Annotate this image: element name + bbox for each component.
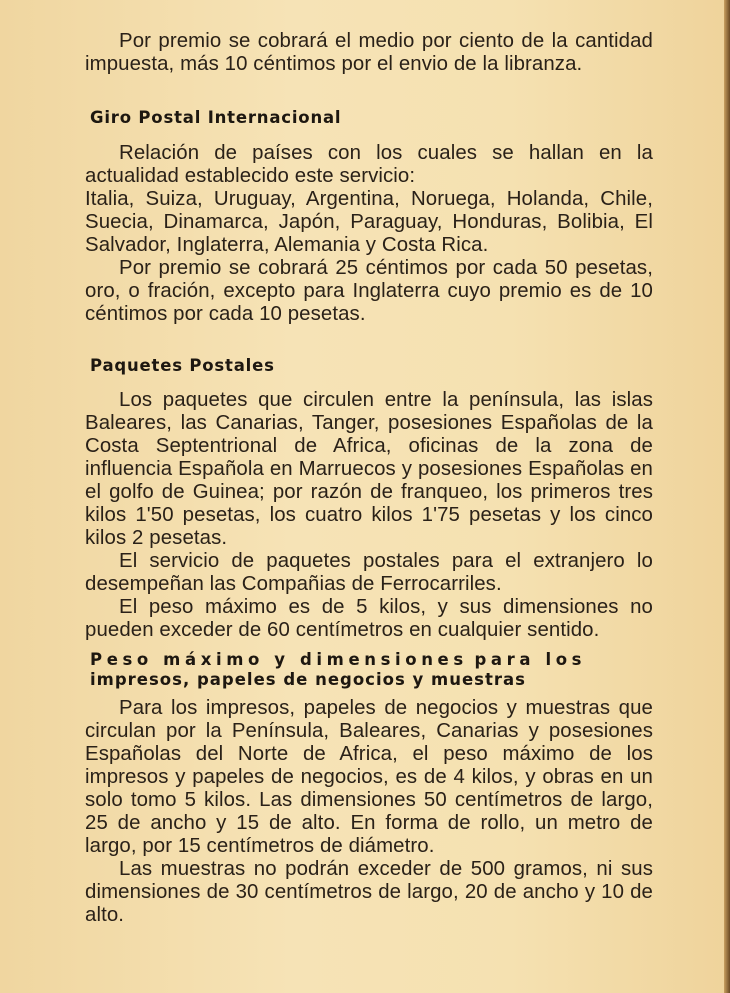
- paragraph: Relación de países con los cuales se hallan en la actualidad establecido este servicio:: [85, 142, 653, 187]
- heading-line-2: impresos, papeles de negocios y muestras: [90, 670, 526, 689]
- page-edge-shadow: [724, 0, 730, 993]
- paragraph: El servicio de paquetes postales para el extranjero lo desempeñan las Compañias de Ferrocarriles.: [85, 550, 653, 595]
- paragraph: Las muestras no podrán exceder de 500 gramos, ni sus dimensiones de 30 centímetros de largo, 20 de ancho y 10 de alto.: [85, 858, 653, 926]
- paragraph: Por premio se cobrará 25 céntimos por cada 50 pesetas, oro, o fración, excepto para Inglaterra cuyo premio es de 10 céntimos por cada 10 pesetas.: [85, 257, 653, 325]
- section-giro-premio: [85, 30, 653, 76]
- heading-line-1-part-a: Peso máximo y dimensiones: [90, 650, 468, 669]
- paragraph: Los paquetes que circulen entre la península, las islas Baleares, las Canarias, Tanger, posesiones Españolas de la Costa Septentrional de Africa, oficinas de la zona de influencia Española en Marruecos y posesiones Españolas en el golfo de Guinea; por razón de franqueo, los primeros tres kilos 1'50 pesetas, los cuatro kilos 1'75 pesetas y los cinco kilos 2 pesetas.: [85, 389, 653, 549]
- paragraph: Por premio se cobrará el medio por ciento de la cantidad impuesta, más 10 céntimos por el envio de la libranza.: [85, 30, 653, 75]
- section-peso-maximo-impresos: [85, 697, 653, 927]
- section-heading-giro-postal-internacional: Giro Postal Internacional: [90, 108, 342, 127]
- heading-line-1: [90, 650, 658, 670]
- heading-line-1-part-b: para los: [474, 650, 587, 669]
- section-heading-peso-maximo: [90, 650, 658, 690]
- section-heading-paquetes-postales: Paquetes Postales: [90, 356, 275, 375]
- section-giro-postal-internacional: [85, 142, 653, 326]
- section-paquetes-postales: [85, 389, 653, 642]
- paragraph-country-list: Italia, Suiza, Uruguay, Argentina, Noruega, Holanda, Chile, Suecia, Dinamarca, Japón, Paraguay, Honduras, Bolibia, El Salvador, Inglaterra, Alemania y Costa Rica.: [85, 188, 653, 256]
- paragraph: El peso máximo es de 5 kilos, y sus dimensiones no pueden exceder de 60 centímetros en cualquier sentido.: [85, 596, 653, 641]
- paragraph: Para los impresos, papeles de negocios y muestras que circulan por la Península, Baleares, Canarias y posesiones Españolas del Norte de Africa, el peso máximo de los impresos y papeles de negocios, es de 4 kilos, y obras en un solo tomo 5 kilos. Las dimensiones 50 centímetros de largo, 25 de ancho y 15 de alto. En forma de rollo, un metro de largo, por 15 centímetros de diámetro.: [85, 697, 653, 857]
